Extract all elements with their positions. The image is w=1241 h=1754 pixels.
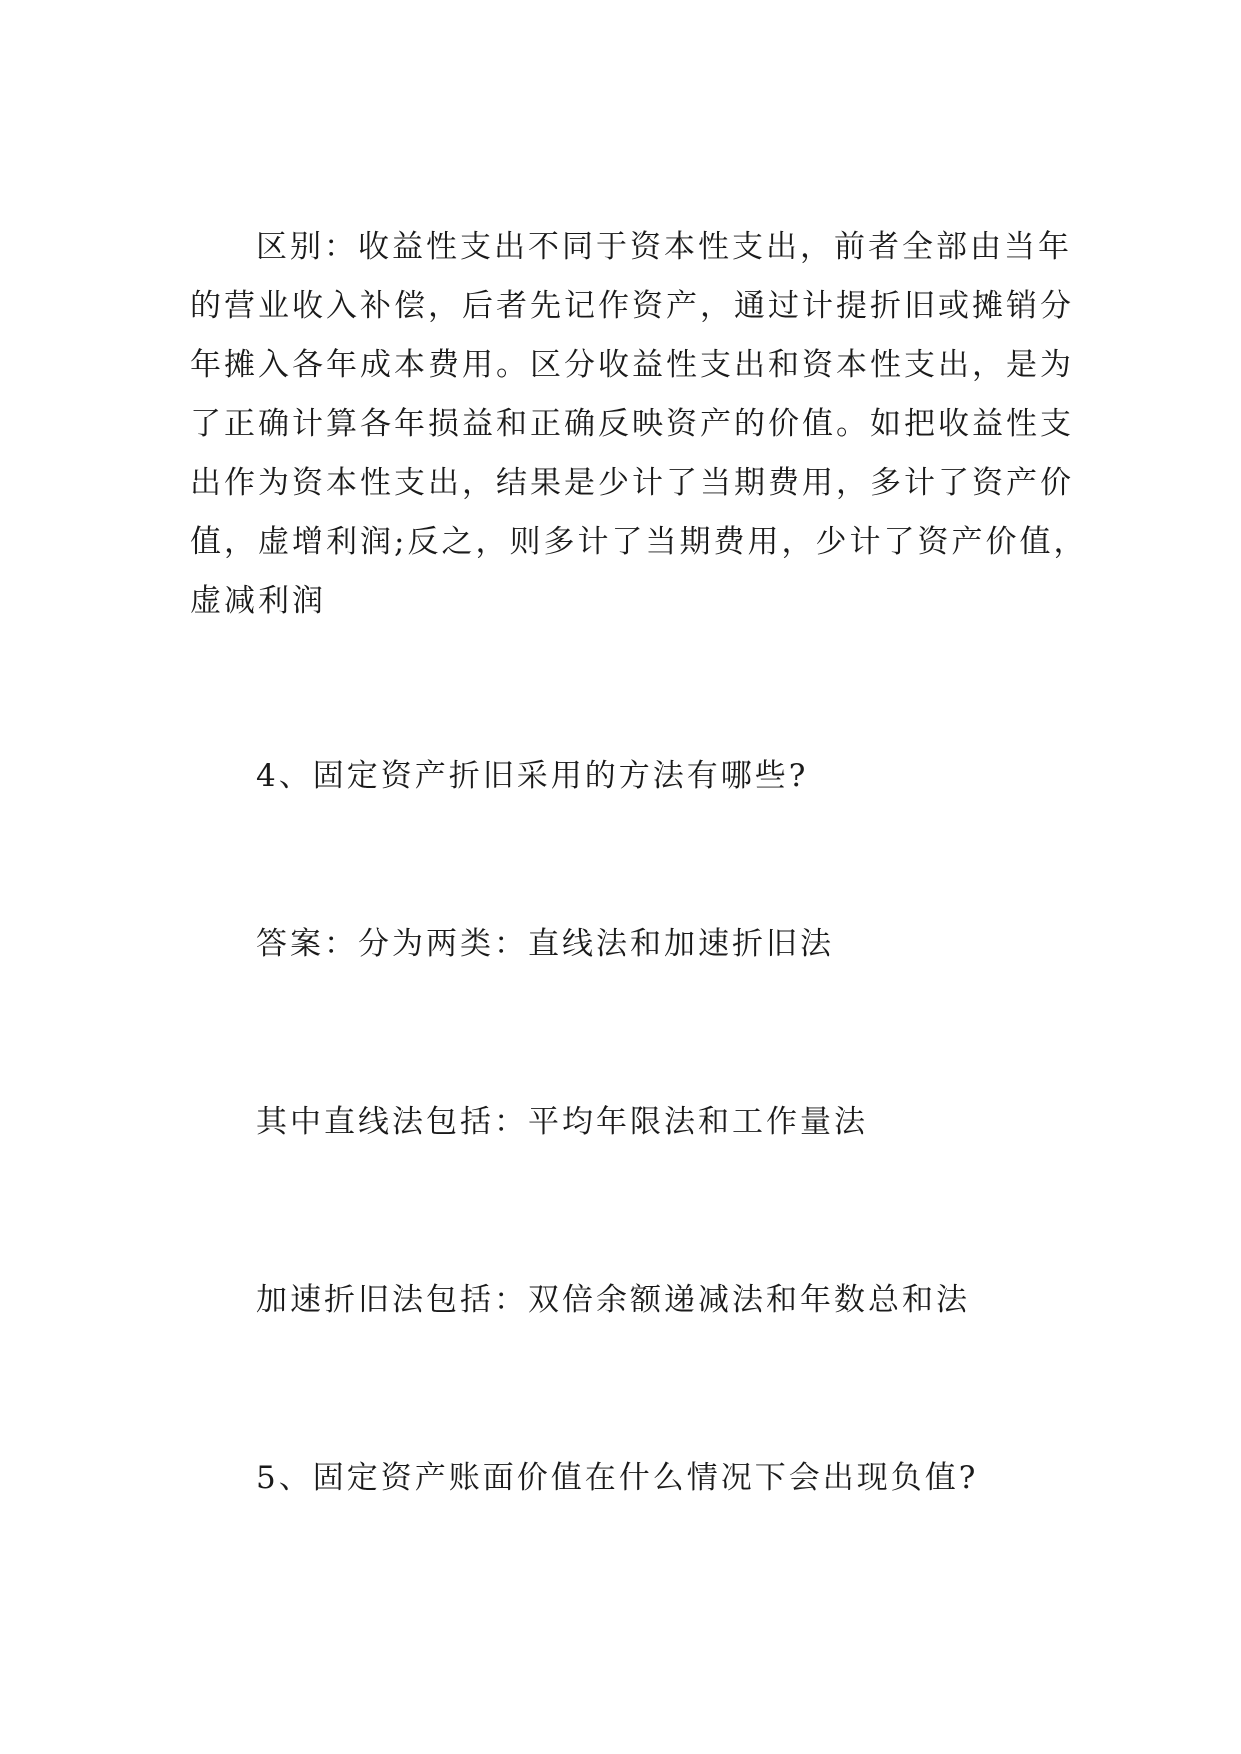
question-text: 4、固定资产折旧采用的方法有哪些?	[256, 758, 809, 794]
text-line: 区别：收益性支出不同于资本性支出，前者全部由当年	[256, 229, 1072, 265]
text-line: 出作为资本性支出，结果是少计了当期费用，多计了资产价	[190, 465, 1074, 501]
paragraph-distinction	[190, 218, 1088, 631]
text-line: 虚减利润	[190, 583, 326, 619]
text-line: 了正确计算各年损益和正确反映资产的价值。如把收益性支	[190, 406, 1074, 442]
text-line: 其中直线法包括：平均年限法和工作量法	[256, 1104, 868, 1140]
answer-paragraph	[190, 915, 1060, 974]
question-4	[190, 747, 1060, 806]
text-line: 加速折旧法包括：双倍余额递减法和年数总和法	[256, 1282, 970, 1318]
answer-text: 答案：分为两类：直线法和加速折旧法	[256, 926, 834, 962]
straight-line-methods	[190, 1093, 1060, 1152]
text-line: 值，虚增利润;反之，则多计了当期费用，少计了资产价值，	[190, 524, 1088, 560]
text-line: 年摊入各年成本费用。区分收益性支出和资本性支出，是为	[190, 347, 1074, 383]
text-line: 的营业收入补偿，后者先记作资产，通过计提折旧或摊销分	[190, 288, 1074, 324]
question-text: 5、固定资产账面价值在什么情况下会出现负值?	[256, 1460, 979, 1496]
accelerated-methods	[190, 1271, 1060, 1330]
question-5	[190, 1449, 1060, 1508]
